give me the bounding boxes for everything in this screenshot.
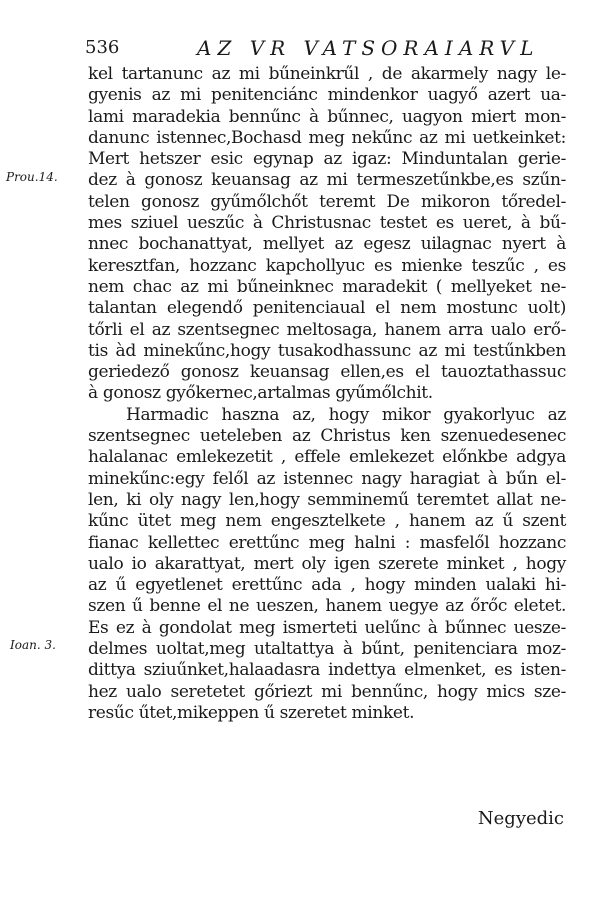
text-line: mes sziuel ueszűc à Christusnac testet es ueret, à bű- — [88, 213, 566, 234]
page-header — [85, 36, 565, 60]
text-line: gyenis az mi penitenciánc mindenkor uagyő azert ua- — [88, 85, 566, 106]
text-line: telen gonosz gyűmőlchőt teremt De mikoron tőredel- — [88, 191, 566, 212]
text-line: geriedező gonosz keuansag ellen,es el tauoztathassuc — [88, 362, 566, 383]
text-line: nnec bochanattyat, mellyet az egesz uilagnac nyert à — [88, 234, 566, 255]
text-line: Mert hetszer esic egynap az igaz: Minduntalan gerie- — [88, 149, 566, 170]
text-line: halalanac emlekezetit , effele emlekezet előnkbe adgya — [88, 447, 566, 468]
running-title: AZ VR VATSORAIARVL — [197, 36, 540, 60]
text-line: az ű egyetlenet erettűnc ada , hogy minden ualaki hi- — [88, 575, 566, 596]
text-line: len, ki oly nagy len,hogy semminemű teremtet allat ne- — [88, 489, 566, 510]
text-line: nem chac az mi bűneinknec maradekit ( mellyeket ne- — [88, 276, 566, 297]
text-line: talantan elegendő penitenciaual el nem mostunc uolt) — [88, 298, 566, 319]
text-line: ualo io akarattyat, mert oly igen szerete minket , hogy — [88, 553, 566, 574]
text-line: dez à gonosz keuansag az mi termeszetűnkbe,es szűn- — [88, 170, 566, 191]
text-line: minekűnc:egy felől az istennec nagy haragiat à bűn el- — [88, 468, 566, 489]
text-line: kűnc ütet meg nem engesztelkete , hanem az ű szent — [88, 511, 566, 532]
text-line: szentsegnec ueteleben az Christus ken szenuedesenec — [88, 426, 566, 447]
text-line: szen ű benne el ne ueszen, hanem uegye az őrőc eletet. — [88, 596, 566, 617]
body-text — [88, 64, 566, 724]
text-line: hez ualo seretetet gőriezt mi bennűnc, hogy mics sze- — [88, 681, 566, 702]
margin-note-ioan: Ioan. 3. — [10, 638, 56, 652]
text-line: Es ez à gondolat meg ismerteti uelűnc à bűnnec uesze- — [88, 617, 566, 638]
text-line: tőrli el az szentsegnec meltosaga, hanem arra ualo erő- — [88, 319, 566, 340]
text-line: delmes uoltat,meg utaltattya à bűnt, penitenciara moz- — [88, 639, 566, 660]
page-number: 536 — [85, 37, 120, 58]
text-line: lami maradekia bennűnc à bűnnec, uagyon miert mon- — [88, 106, 566, 127]
text-line: danunc istennec,Bochasd meg nekűnc az mi uetkeinket: — [88, 127, 566, 148]
text-line: Harmadic haszna az, hogy mikor gyakorlyuc az — [126, 404, 566, 425]
margin-note-prou: Prou.14. — [6, 170, 58, 184]
text-line: à gonosz győkernec,artalmas gyűmőlchit. — [88, 383, 433, 404]
text-line: tis àd minekűnc,hogy tusakodhassunc az mi testűnkben — [88, 340, 566, 361]
text-line: dittya sziuűnket,halaadasra indettya elmenket, es isten- — [88, 660, 566, 681]
text-line: keresztfan, hozzanc kapchollyuc es mienke teszűc , es — [88, 255, 566, 276]
text-line: kel tartanunc az mi bűneinkrűl , de akarmely nagy le- — [88, 64, 566, 84]
text-line: resűc űtet,mikeppen ű szeretet minket. — [88, 702, 415, 723]
text-line: fianac kellettec erettűnc meg halni : masfelől hozzanc — [88, 532, 566, 553]
catchword: Negyedic — [477, 808, 564, 829]
